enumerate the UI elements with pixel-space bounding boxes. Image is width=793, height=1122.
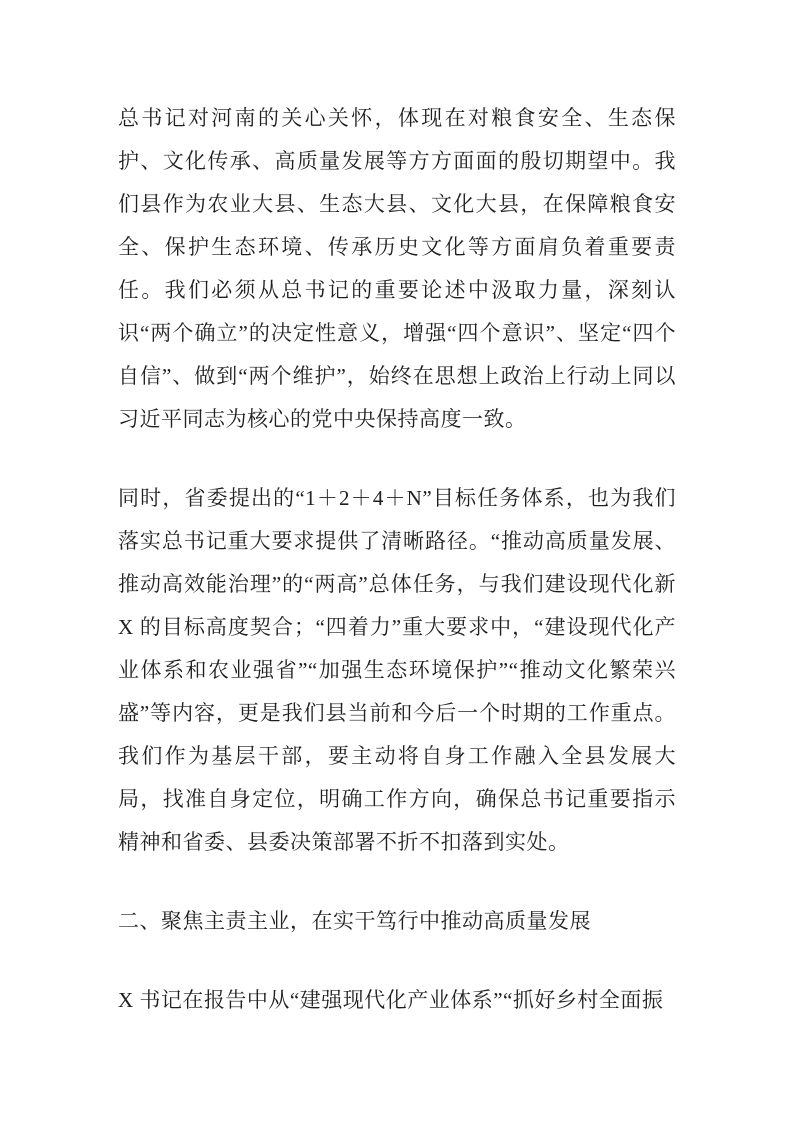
body-paragraph-1: 总书记对河南的关心关怀，体现在对粮食安全、生态保护、文化传承、高质量发展等方方面面的殷切期望中。我们县作为农业大县、生态大县、文化大县，在保障粮食安全、保护生态环境、传承历史文化等方面肩负着重要责任。我们必须从总书记的重要论述中汲取力量，深刻认识“两个确立”的决定性意义，增强“四个意识”、坚定“四个自信”、做到“两个维护”，始终在思想上政治上行动上同以习近平同志为核心的党中央保持高度一致。 [118, 106, 676, 431]
body-paragraph-2: 同时，省委提出的“1＋2＋4＋N”目标任务体系，也为我们落实总书记重大要求提供了清晰路径。“推动高质量发展、推动高效能治理”的“两高”总体任务，与我们建设现代化新 X 的目标高度契合；“四着力”重大要求中，“建设现代化产业体系和农业强省”“加强生态环境保护”“推动文化繁荣兴盛”等内容，更是我们县当前和今后一个时期的工作重点。我们作为基层干部，要主动将自身工作融入全县发展大局，找准自身定位，明确工作方向，确保总书记重要指示精神和省委、县委决策部署不折不扣落到实处。 [118, 486, 676, 854]
section-heading: 二、聚焦主责主业，在实干笃行中推动高质量发展 [118, 909, 591, 933]
body-paragraph-3-truncated: X 书记在报告中从“建强现代化产业体系”“抓好乡村全面振 [118, 988, 664, 1012]
